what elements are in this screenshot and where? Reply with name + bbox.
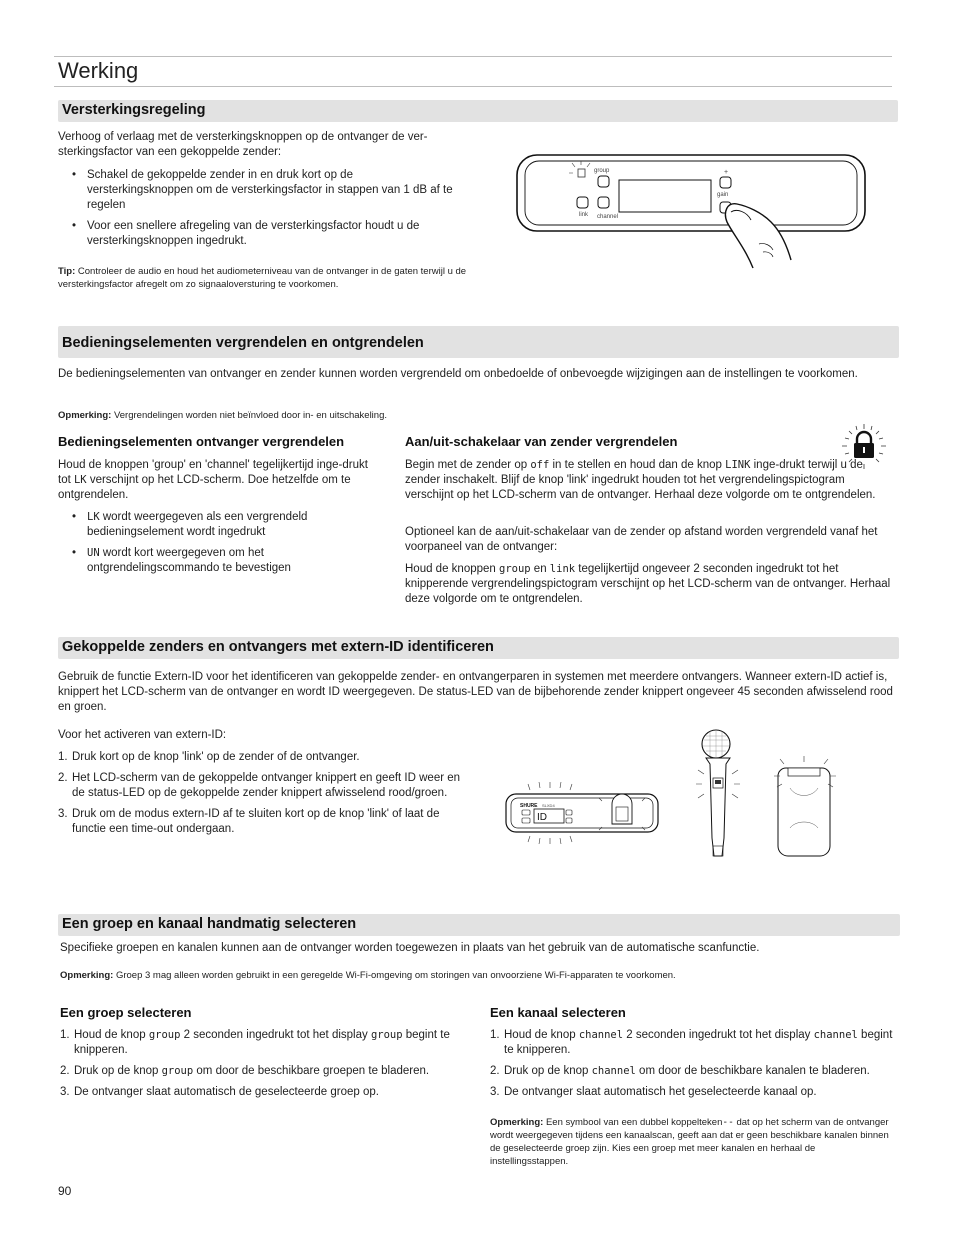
section-header-extern-id (58, 637, 899, 659)
channel-label: channel (597, 214, 619, 220)
list-item: • UN wordt kort weergegeven om het ontgrendelingscommando te bevestigen (72, 546, 372, 576)
channel-select-title: Een kanaal selecteren (490, 1005, 626, 1020)
group-channel-intro: Specifieke groepen en kanalen kunnen aan de ontvanger worden toegewezen in plaats van het gebruik van de automatische scanfunctie. (60, 942, 760, 954)
handheld-transmitter-illustration (696, 730, 740, 856)
section-title: Gekoppelde zenders en ontvangers met extern-ID identificeren (62, 639, 494, 655)
lcd-screen (619, 180, 711, 212)
extern-id-steps (58, 750, 463, 843)
section-title: Versterkingsregeling (62, 102, 206, 118)
list-item: 1. Druk kort op de knop 'link' op de zender of de ontvanger. (58, 751, 360, 763)
lock-icon (836, 422, 892, 470)
receiver-illustration (506, 782, 658, 844)
section-title: Een groep en kanaal handmatig selecteren (62, 916, 357, 932)
list-item: 2. Druk op de knop channel om door de beschikbare kanalen te bladeren. (490, 1065, 870, 1077)
brand-label: SHURE (520, 803, 538, 809)
gain-up-button[interactable] (720, 177, 731, 188)
receiver-gain-illustration (515, 152, 897, 272)
list-item: 3. De ontvanger slaat automatisch de geselecteerde groep op. (60, 1086, 379, 1098)
lock-note: Opmerking: Vergrendelingen worden niet beïnvloed door in- en uitschakeling. (58, 410, 387, 421)
section-header-gain (58, 100, 898, 122)
link-button[interactable] (577, 197, 588, 208)
model-label: SLXD4 (542, 803, 555, 808)
section-title: Bedieningselementen vergrendelen en ontgrendelen (62, 335, 424, 351)
receiver-lock-bullets (72, 510, 372, 582)
page-title: Werking (58, 58, 139, 83)
channel-button[interactable] (598, 197, 609, 208)
list-item: 3. Druk om de modus extern-ID af te sluiten kort op de knop 'link' of laat de functie een time-out ondergaan. (58, 808, 440, 835)
gain-intro: Verhoog of verlaag met de versterkingsknoppen op de ontvanger de ver- sterkingsfactor van een gekoppelde zender: (58, 131, 428, 158)
group-channel-note: Opmerking: Groep 3 mag alleen worden gebruikt in een geregelde Wi-Fi-omgeving om storingen van onvoorziene Wi-Fi-apparaten te voorkomen. (60, 970, 676, 981)
transmitter-lock-p3: Houd de knoppen group en link tegelijkertijd ongeveer 2 seconden ingedrukt tot het knipperende vergrendelingspictogram verschijnt op het LCD-scherm van de ontvanger. Herhaal deze volgorde om te ontgrendelen. (405, 563, 891, 605)
transmitter-lock-p2: Optioneel kan de aan/uit-schakelaar van de zender op afstand worden vergrendeld vanaf het voorpaneel van de ontvanger: (405, 526, 878, 553)
group-select-steps (60, 1028, 470, 1106)
title-rule (54, 86, 892, 87)
list-item: • Schakel de gekoppelde zender in en druk kort op de versterkingsknoppen om de versterkingsfactor in stappen van 1 dB af te regelen (72, 168, 460, 213)
lock-intro: De bedieningselementen van ontvanger en zender kunnen worden vergrendeld om onbedoelde of onbevoegde wijzigingen aan de instellingen te voorkomen. (58, 368, 858, 380)
transmitter-lock-p1: Begin met de zender op off in te stellen en houd dan de knop LINK inge-drukt terwijl u de zender inschakelt. Blijf de knop 'link' ingedrukt houden tot het vergrendelingspictogram verschijnt op het LCD-scherm van de ontvanger. Herhaal deze volgorde om te ontgrendelen. (405, 459, 876, 501)
gain-label: gain (717, 192, 729, 198)
list-item: 2. Druk op de knop group om door de beschikbare groepen te bladeren. (60, 1065, 430, 1077)
link-label: link (579, 212, 589, 218)
group-button[interactable] (598, 176, 609, 187)
extern-id-intro: Gebruik de functie Extern-ID voor het identificeren van gekoppelde zender- en ontvangerparen in systemen met meerdere ontvangers. Wanneer extern-ID actief is, knippert het LCD-scherm van de ontvanger en wordt ID weergegeven. De status-LED van de bijbehorende zender knippert ongeveer 45 seconden afwisselend rood en groen. (58, 671, 893, 713)
bodypack-transmitter-illustration (774, 756, 836, 856)
list-item: • LK wordt weergegeven als een vergrendeld bedieningselement wordt ingedrukt (72, 510, 372, 540)
section-header-lock (58, 326, 899, 358)
list-item: 3. De ontvanger slaat automatisch het geselecteerde kanaal op. (490, 1086, 817, 1098)
channel-scan-note: Opmerking: Een symbool van een dubbel koppelteken-- dat op het scherm van de ontvanger wordt weergegeven tijdens een kanaalscan, geeft aan dat er geen beschikbare kanalen binnen de geselecteerde groep zijn. Kies een groep met meer kanalen en herhaal de instellingsstappen. (490, 1117, 889, 1167)
list-item: • Voor een snellere afregeling van de versterkingsfactor houdt u de versterkingsknoppen ingedrukt. (72, 219, 460, 249)
list-item: 1. Houd de knop channel 2 seconden ingedrukt tot het display channel begint te knipperen. (490, 1029, 893, 1056)
list-item: 2. Het LCD-scherm van de gekoppelde ontvanger knippert en geeft ID weer en de status-LED op de gekoppelde zender knippert afwisselend rood/groen. (58, 772, 461, 799)
group-select-title: Een groep selecteren (60, 1005, 192, 1020)
transmitter-lock-title: Aan/uit-schakelaar van zender vergrendelen (405, 434, 678, 449)
list-item: 1. Houd de knop group 2 seconden ingedrukt tot het display group begint te knipperen. (60, 1029, 450, 1056)
channel-select-steps (490, 1028, 902, 1106)
gain-up-label: + (724, 169, 729, 176)
extern-id-lead: Voor het activeren van extern-ID: (58, 729, 227, 741)
section-header-group-channel (58, 914, 900, 936)
top-rule (54, 56, 892, 57)
receiver-lock-text: Houd de knoppen 'group' en 'channel' tegelijkertijd inge-drukt tot LK verschijnt op het LCD-scherm. Doe hetzelfde om te ontgrendelen. (58, 459, 368, 501)
extern-id-illustration (500, 728, 845, 868)
gain-tip: Tip: Controleer de audio en houd het audiometerniveau van de ontvanger in de gaten terwijl u de versterkingsfactor afregelt om zo signaaloversturing te voorkomen. (58, 266, 467, 290)
page-number: 90 (58, 1184, 72, 1198)
lcd-id-text: ID (537, 812, 547, 823)
gain-bullet-list (72, 168, 460, 255)
group-label: group (594, 168, 610, 174)
receiver-lock-title: Bedieningselementen ontvanger vergrendelen (58, 434, 345, 449)
